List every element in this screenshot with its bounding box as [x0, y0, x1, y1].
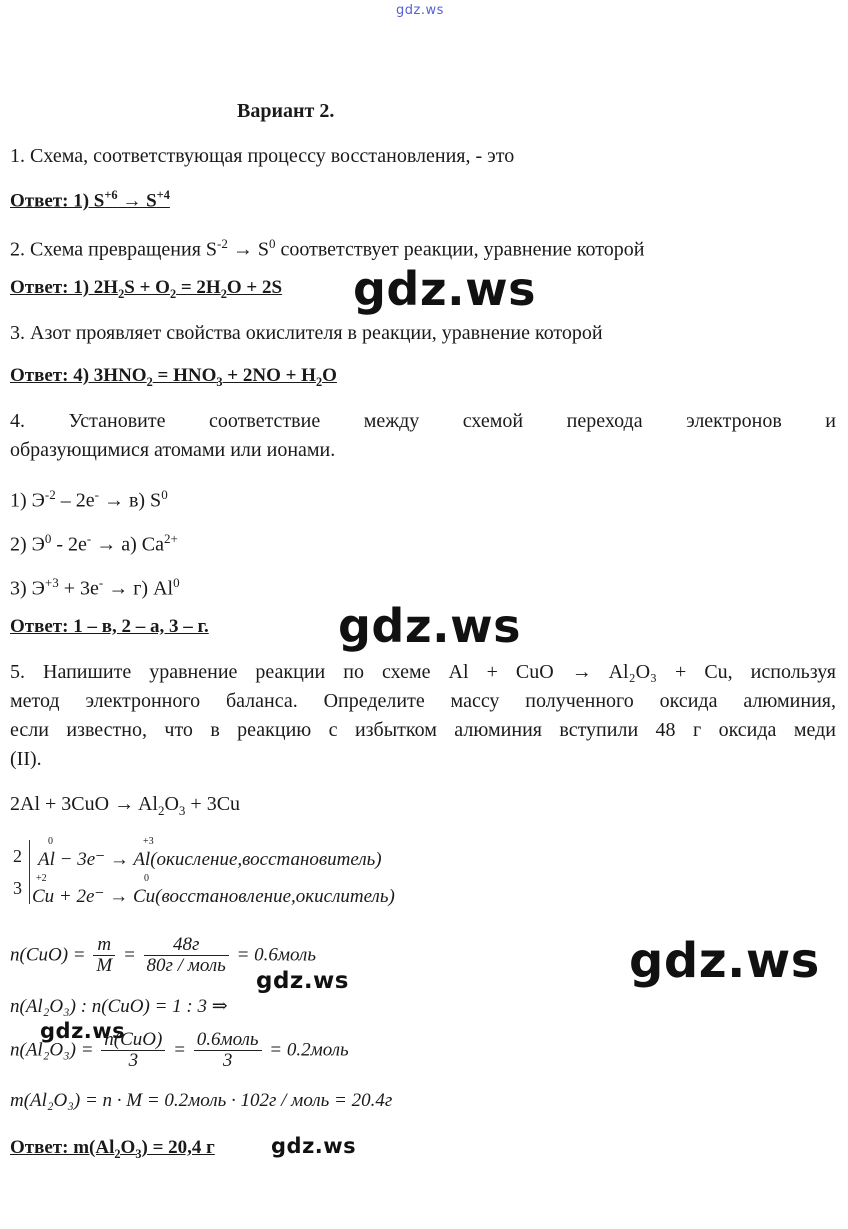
- balance-line: Cu + 2e⁻ → Cu(восстановление,окислитель): [32, 886, 395, 907]
- oxidation-state: +3: [143, 836, 154, 847]
- question-4-line-1: 4. Установите соответствие между схемой перехода электронов и: [10, 410, 836, 432]
- question-2: 2. Схема превращения $S^{-2} \to S^0$ соответствует реакции, уравнение которой: [10, 236, 645, 261]
- question-3: 3. Азот проявляет свойства окислителя в реакции, уравнение которой: [10, 322, 603, 344]
- watermark: gdz.ws: [338, 599, 521, 653]
- balance-coef: 2: [13, 846, 22, 866]
- oxidation-state: +2: [36, 873, 47, 884]
- calc-line-1: n(CuO) = $\frac{m}{M}$ = $\frac{48г}{\text{80г / моль}}$ = 0.6моль: [10, 934, 316, 976]
- list-item: 1) $Э^{-2} - 2e^- \to в$) $S^0$: [10, 487, 168, 512]
- calc-line-4: m(Al₂O₃) = n · M = 0.2моль · 102г / моль = 20.4г: [10, 1090, 393, 1111]
- question-5-line-2: метод электронного баланса. Определите массу полученного оксида алюминия,: [10, 690, 836, 712]
- balance-coef: 3: [13, 878, 22, 898]
- answer-1: Ответ: 1) $S^{+6} \to S^{+4}$: [10, 188, 170, 212]
- watermark: gdz.ws: [629, 933, 820, 989]
- question-5-line-1: 5. Напишите уравнение реакции по схеме Al + CuO → Al₂O₃ + Cu, используя: [10, 661, 836, 683]
- watermark: gdz.ws: [271, 1134, 357, 1158]
- page-title: Вариант 2.: [237, 100, 335, 122]
- calc-line-2: n(Al₂O₃) : n(CuO) = 1 : 3 ⇒: [10, 996, 228, 1017]
- oxidation-state: 0: [144, 873, 149, 884]
- answer-5: Ответ: $m(Al_2O_3) = 20,4$ г: [10, 1137, 215, 1161]
- question-4-line-2: образующимися атомами или ионами.: [10, 439, 336, 461]
- question-5-line-4: (II).: [10, 748, 42, 770]
- balance-line: Al − 3e⁻ → Al(окисление,восстановитель): [38, 849, 382, 870]
- reaction-equation: $2Al + 3CuO \to Al_2O_3 + 3Cu$: [10, 793, 241, 818]
- watermark: gdz.ws: [353, 262, 536, 316]
- answer-2: Ответ: 1) $2H_2S + O_2 = 2H_2O + 2S$: [10, 277, 283, 301]
- answer-4: Ответ: 1 – в, 2 – а, 3 – г.: [10, 616, 209, 637]
- list-item: 3) $Э^{+3} + 3e^- \to г$) Al$^0$: [10, 575, 180, 600]
- answer-3: Ответ: 4) $3HNO_2 = HNO_3 + 2NO + H_2O$: [10, 365, 337, 389]
- watermark-top: gdz.ws: [396, 3, 444, 18]
- question-5-line-3: если известно, что в реакцию с избытком алюминия вступили 48 г оксида меди: [10, 719, 836, 741]
- watermark: gdz.ws: [256, 968, 349, 994]
- watermark: gdz.ws: [40, 1019, 126, 1043]
- oxidation-state: 0: [48, 836, 53, 847]
- balance-bar: [29, 840, 30, 904]
- list-item: 2) $Э^0 - 2e^- \to а$) $Ca^{2+}$: [10, 531, 178, 556]
- calc-line-3: n(Al₂O₃) = $\frac{\text{n(CuO)}}{3}$ = $\frac{\text{0.6моль}}{3}$ = 0.2моль: [10, 1029, 349, 1071]
- question-1: 1. Схема, соответствующая процессу восстановления, - это: [10, 145, 515, 167]
